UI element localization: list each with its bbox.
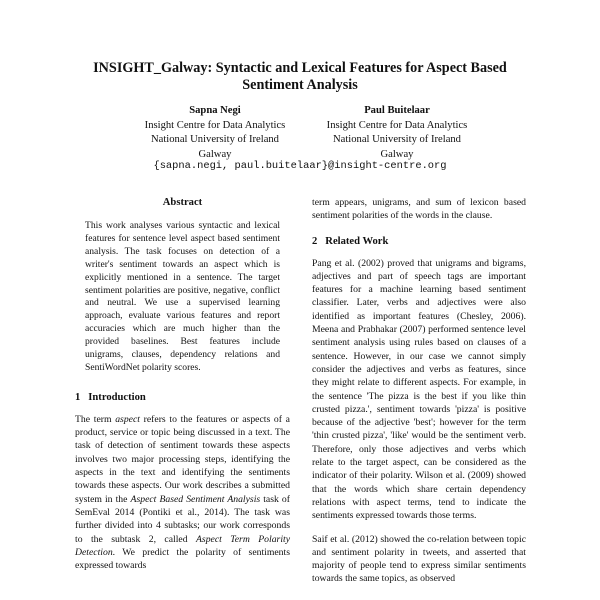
section-number: 2 [312,235,318,247]
continued-paragraph: term appears, unigrams, and sum of lexicon based sentiment polarities of the words in the clause. [312,197,526,222]
intro-subtask-name: Aspect Term Polarity Detection [75,533,291,558]
right-column [312,196,526,586]
author-emails: {sapna.negi, paul.buitelaar}@insight-centre.org [153,160,447,172]
related-work-paragraph-1: Pang et al. (2002) proved that unigrams and bigrams, adjectives and part of speech tags are important features for a machine learning based sentiment classifier. Later, verbs and adjectives were also identified as important features (Chesley, 2006). Meena and Prabhakar (2007) performed sentence level sentiment analysis using rules based on clauses of a sentence. However, in our case we cannot simply consider the adjectives and verbs as features, since they might relate to different aspects. For example, in the sentence 'The pizza is the best if you like thin crusted pizza.', sentiment towards 'pizza' is positive because of the adjective 'best'; however for the term 'thin crusted pizza', 'like' would be the sentiment verb. Therefore, only those adjectives and verbs which relate to the target aspect, can be considered as the indicator of their polarity. Wilson et al. (2009) showed that the words which share certain dependency relations with aspect terms, tend to indicate the sentiments expressed towards those terms. [312,257,526,522]
introduction-paragraph [75,413,290,573]
section-title: Related Work [325,235,389,247]
abstract-text: This work analyses various syntactic and lexical features for sentence level aspect based sentiment analysis. The task focuses on detection of a writer's sentiment towards an aspect which is explicitly mentioned in a sentence. The target sentiment polarities are positive, negative, conflict and neutral. We use a supervised learning approach, evaluate various features and report accuracies which are much higher than the provided baselines. Best features include unigrams, clauses, dependency relations and SentiWordNet polarity scores. [85,220,280,373]
abstract-heading: Abstract [162,197,203,208]
section-heading-introduction [75,391,290,405]
paper-title [40,60,560,94]
author-city: Galway [380,148,414,160]
author-block-2 [292,104,502,162]
paper-title-line-1: INSIGHT_Galway: Syntactic and Lexical Features for Aspect Based [93,60,507,76]
author-name: Paul Buitelaar [364,105,430,116]
author-block-1 [110,104,320,162]
section-heading-related-work [312,235,526,249]
author-city: Galway [198,148,232,160]
author-affiliation: Insight Centre for Data Analytics [144,119,286,131]
section-title: Introduction [88,391,146,403]
intro-text: The term [75,413,116,425]
intro-text: . We predict the polarity of sentiments expressed towards [75,546,290,572]
author-affiliation: Insight Centre for Data Analytics [326,119,468,131]
left-column [75,196,290,572]
author-name: Sapna Negi [189,105,241,116]
author-university: National University of Ireland [151,134,279,145]
intro-aspect-term: aspect [115,413,140,425]
paper-title-line-2: Sentiment Analysis [242,77,358,93]
related-work-paragraph-2: Saif et al. (2012) showed the co-relation between topic and sentiment polarity in tweets, and asserted that majority of people tend to express similar sentiments towards the same topics, as observed [312,533,526,585]
intro-text: refers to the features or aspects of a product, service or topic being discussed in a text. The task of detection of sentiment towards these aspects involves two major processing steps, identifying the aspects in the text and identifying the sentiments towards these aspects. Our work describes a submitted system in the [75,413,290,505]
section-number: 1 [75,391,81,403]
intro-task-name: Aspect Based Sentiment Analysis [130,493,261,505]
author-university: National University of Ireland [333,134,461,145]
intro-text: task of SemEval 2014 (Pontiki et al., 2014). The task was further divided into 4 subtasks; our work corresponds to the subtask 2, called [75,493,290,545]
